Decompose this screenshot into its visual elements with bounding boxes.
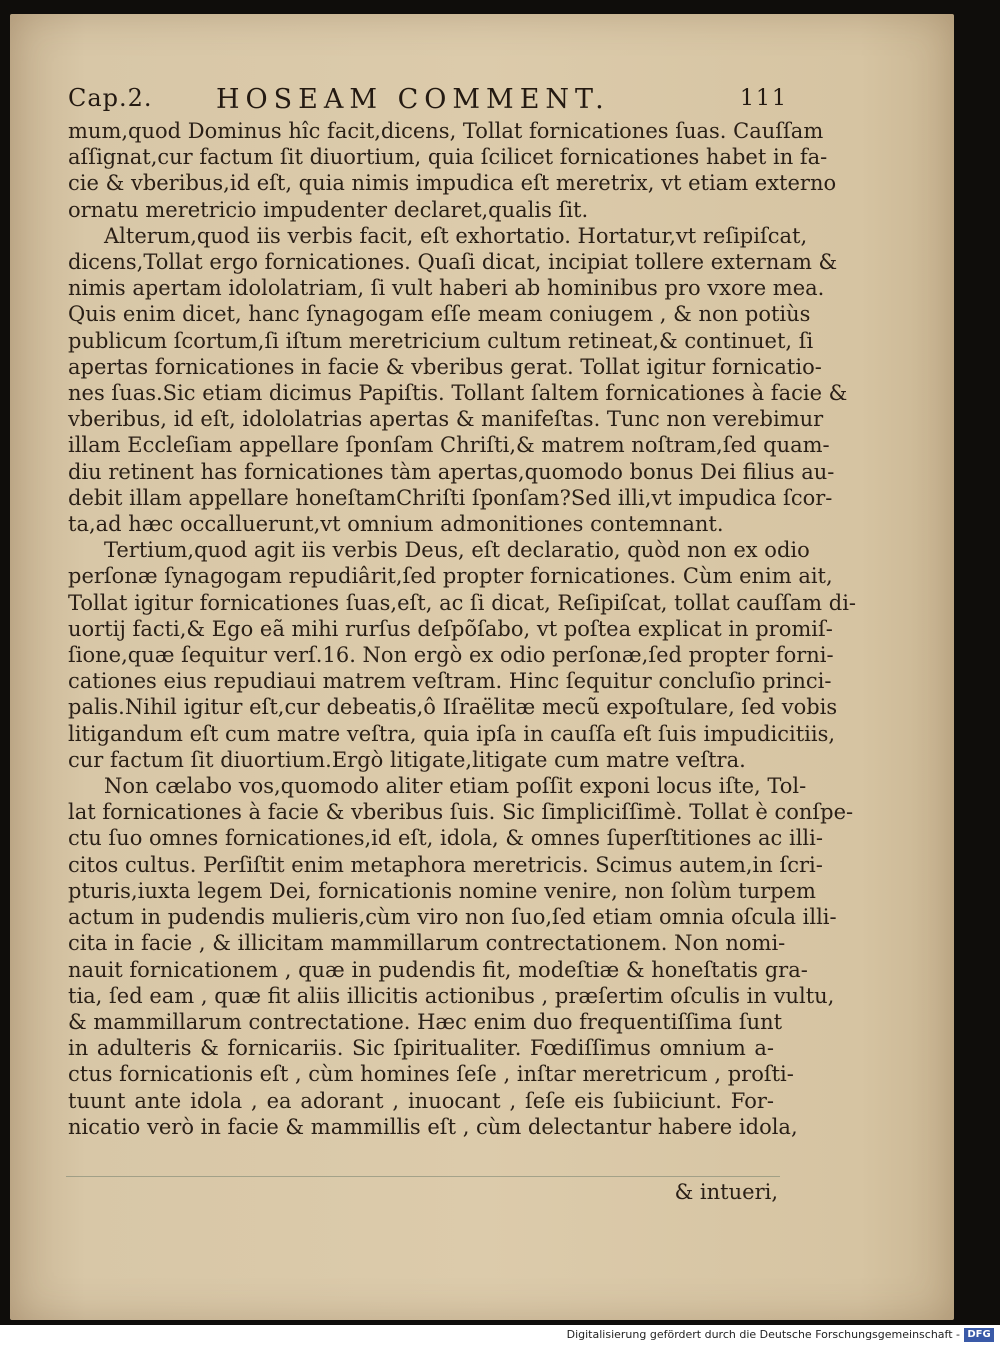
text-line: illam Eccleſiam appellare ſponſam Chriſti,& matrem noſtram,ſed quam- [68, 433, 830, 458]
text-line: nauit fornicationem , quæ in pudendis fit, modeſtiæ & honeſtatis gra- [68, 957, 808, 982]
text-line: actum in pudendis mulieris,cùm viro non ſuo,ſed etiam omnia oſcula illi- [68, 905, 837, 930]
text-line: cita in facie , & illicitam mammillarum contrectationem. Non nomi- [68, 931, 786, 956]
chapter-label: Cap.2. [68, 84, 153, 112]
text-line: vberibus, id eſt, idololatrias apertas & manifeſtas. Tunc non verebimur [68, 407, 824, 432]
text-line: diu retinent has fornicationes tàm apertas,quomodo bonus Dei filius au- [68, 459, 835, 484]
text-line: in adulteris & fornicariis. Sic ſpiritualiter. Fœdiſſimus omnium a- [68, 1036, 774, 1061]
page-number: 111 [740, 86, 788, 111]
running-header [68, 84, 788, 118]
text-line: ſione,quæ ſequitur verſ.16. Non ergò ex odio perſonæ,ſed propter forni- [68, 643, 834, 668]
text-line: cur factum ſit diuortium.Ergò litigate,litigate cum matre veſtra. [68, 747, 746, 772]
text-line: ornatu meretricio impudenter declaret,qualis ſit. [68, 197, 589, 222]
text-line: nicatio verò in facie & mammillis eſt , cùm delectantur habere idola, [68, 1114, 798, 1139]
text-line: debit illam appellare honeſtamChriſti ſponſam?Sed illi,vt impudica ſcor- [68, 485, 833, 510]
text-line: Non cælabo vos,quomodo aliter etiam poſſit exponi locus iſte, Tol- [104, 774, 807, 799]
text-line: pturis,iuxta legem Dei, fornicationis nomine venire, non ſolùm turpem [68, 878, 816, 903]
funding-credit: Digitalisierung gefördert durch die Deutsche Forschungsgemeinschaft - [566, 1328, 960, 1341]
text-line: ctu ſuo omnes fornicationes,id eſt, idola, & omnes ſuperſtitiones ac illi- [68, 826, 823, 851]
text-line: apertas fornicationes in facie & vberibus gerat. Tollat igitur fornicatio- [68, 354, 822, 379]
text-line: dicens,Tollat ergo fornicationes. Quaſi dicat, incipiat tollere externam & [68, 250, 838, 275]
text-line: cationes eius repudiaui matrem veſtram. Hinc ſequitur concluſio princi- [68, 669, 832, 694]
text-line: mum,quod Dominus hîc facit,dicens, Tollat fornicationes ſuas. Cauſſam [68, 119, 824, 143]
text-line: Alterum,quod iis verbis facit, eſt exhortatio. Hortatur,vt reſipiſcat, [104, 223, 808, 248]
catchword: & intueri, [674, 1180, 778, 1204]
text-line: uortij facti,& Ego eã mihi rurſus deſpõſabo, vt poſtea explicat in promiſ- [68, 616, 833, 641]
text-line: publicum ſcortum,ſi iſtum meretricium cultum retineat,& continuet, ſi [68, 328, 814, 353]
running-title: HOSEAM COMMENT. [216, 84, 610, 115]
text-line: palis.Nihil igitur eſt,cur debeatis,ô Iſraëlitæ mecũ expoſtulare, ſed vobis [68, 695, 838, 720]
text-line: nes ſuas.Sic etiam dicimus Papiſtis. Tollant ſaltem fornicationes à facie & [68, 381, 848, 406]
text-line: ta,ad hæc occalluerunt,vt omnium admonitiones contemnant. [68, 512, 724, 537]
page-rule [66, 1176, 780, 1177]
text-line: litigandum eſt cum matre veſtra, quia ipſa in cauſſa eſt ſuis impudicitiis, [68, 721, 836, 746]
text-line: aſſignat,cur factum ſit diuortium, quia ſcilicet fornicationes habet in fa- [68, 145, 828, 170]
footer-bar [0, 1325, 1000, 1346]
text-line: nimis apertam idololatriam, ſi vult haberi ab hominibus pro vxore mea. [68, 276, 825, 301]
text-line: lat fornicationes à facie & vberibus ſuis. Sic ſimpliciſſimè. Tollat è conſpe- [68, 800, 854, 825]
text-line: perſonæ ſynagogam repudiârit,ſed propter fornicationes. Cùm enim ait, [68, 564, 833, 589]
text-line: ctus fornicationis eſt , cùm homines ſeſe , inſtar meretricum , proſti- [68, 1062, 794, 1087]
text-line: tia, ſed eam , quæ fit aliis illicitis actionibus , præſertim oſculis in vultu, [68, 983, 835, 1008]
text-line: Tertium,quod agit iis verbis Deus, eſt declaratio, quòd non ex odio [104, 538, 810, 563]
body-text [68, 118, 857, 1140]
text-line: Quis enim dicet, hanc ſynagogam eſſe meam coniugem , & non potiùs [68, 302, 811, 327]
text-line: citos cultus. Perſiſtit enim metaphora meretricis. Scimus autem,in ſcri- [68, 852, 823, 877]
text-line: & mammillarum contrectatione. Hæc enim duo frequentiſſima ſunt [68, 1009, 783, 1034]
text-line: tuunt ante idola , ea adorant , inuocant , ſeſe eis ſubiiciunt. For- [68, 1088, 774, 1113]
text-line: Tollat igitur fornicationes ſuas,eſt, ac ſi dicat, Reſipiſcat, tollat cauſſam di- [68, 590, 857, 615]
dfg-logo-icon: DFG [964, 1328, 994, 1342]
text-line: cie & vberibus,id eſt, quia nimis impudica eſt meretrix, vt etiam externo [68, 171, 837, 196]
